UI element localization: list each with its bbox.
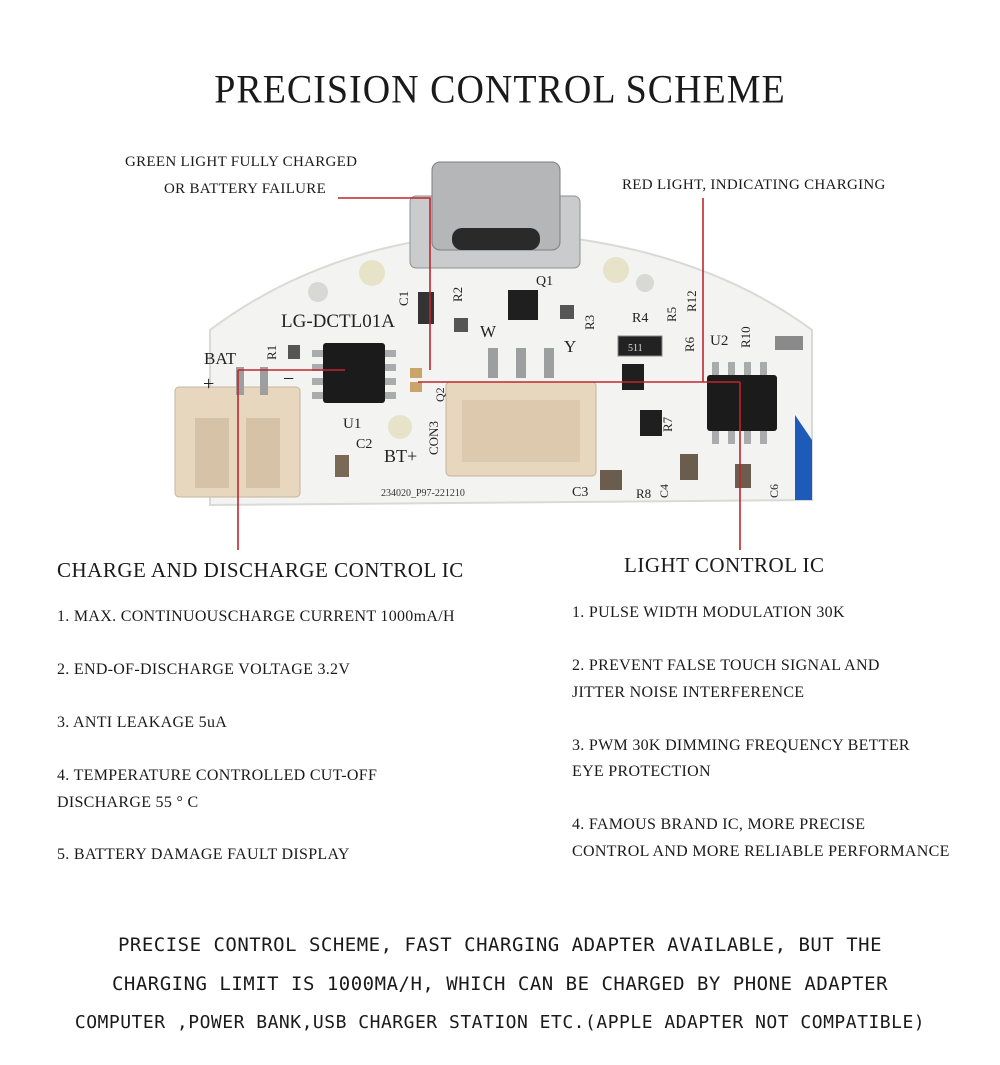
- u1-charge-ic-chip: [312, 343, 396, 403]
- led-indicator: [410, 382, 422, 392]
- r4-label: R4: [632, 311, 649, 326]
- c3-label: C3: [572, 485, 589, 500]
- smd-component: [735, 464, 751, 488]
- mount-hole-icon: [603, 257, 629, 283]
- u1-label: U1: [343, 416, 362, 432]
- board-serial-label: 234020_P97-221210: [381, 488, 465, 499]
- r2-label: R2: [450, 286, 465, 302]
- light-control-heading: LIGHT CONTROL IC: [624, 553, 825, 577]
- usb-c-port-icon: [410, 162, 580, 268]
- con3-label: CON3: [426, 421, 441, 455]
- r3-label: R3: [582, 314, 597, 330]
- mount-hole-icon: [388, 415, 412, 439]
- charge-control-heading: CHARGE AND DISCHARGE CONTROL IC: [57, 558, 464, 582]
- right-item-4: 4. FAMOUS BRAND IC, MORE PRECISE: [572, 816, 866, 833]
- smd-component: [335, 455, 349, 477]
- smd-component: [775, 336, 803, 350]
- smd-component: [418, 292, 434, 324]
- right-item-3: 3. PWM 30K DIMMING FREQUENCY BETTER: [572, 737, 910, 754]
- bat-plus-label: +: [203, 373, 215, 395]
- smd-component: [640, 410, 662, 436]
- q1-transistor: [508, 290, 538, 320]
- led-indicator: [410, 368, 422, 378]
- left-item-2: 2. END-OF-DISCHARGE VOLTAGE 3.2V: [57, 661, 351, 678]
- footer-line-1: PRECISE CONTROL SCHEME, FAST CHARGING ADAPTER AVAILABLE, BUT THE: [117, 934, 883, 956]
- left-item-4-cont: DISCHARGE 55 ° C: [57, 794, 199, 811]
- green-light-callout-line2: OR BATTERY FAILURE: [164, 181, 327, 197]
- smd-component: [560, 305, 574, 319]
- w-label: W: [480, 322, 497, 341]
- mount-hole-icon: [308, 282, 328, 302]
- r7-label: R7: [660, 416, 675, 432]
- right-item-2-cont: JITTER NOISE INTERFERENCE: [572, 684, 805, 701]
- r1-label: R1: [264, 344, 279, 360]
- u2-label: U2: [710, 333, 729, 349]
- c6-label: C6: [767, 483, 781, 498]
- smd-component: [454, 318, 468, 332]
- r6-label: R6: [682, 336, 697, 352]
- right-item-3-cont: EYE PROTECTION: [572, 763, 711, 780]
- c2-label: C2: [356, 437, 373, 452]
- q1-label: Q1: [536, 274, 554, 289]
- bat-minus-label: −: [283, 368, 295, 390]
- left-item-4: 4. TEMPERATURE CONTROLLED CUT-OFF: [57, 767, 378, 784]
- y-label: Y: [564, 337, 577, 356]
- green-light-callout-line1: GREEN LIGHT FULLY CHARGED: [125, 154, 358, 170]
- q2-label: Q2: [433, 387, 447, 402]
- mount-hole-icon: [359, 260, 385, 286]
- page-title: PRECISION CONTROL SCHEME: [214, 67, 786, 113]
- left-item-3: 3. ANTI LEAKAGE 5uA: [57, 714, 228, 731]
- right-item-1: 1. PULSE WIDTH MODULATION 30K: [572, 604, 845, 621]
- smd-component: [600, 470, 622, 490]
- right-item-2: 2. PREVENT FALSE TOUCH SIGNAL AND: [572, 657, 880, 674]
- bt-plus-label: BT+: [384, 446, 418, 466]
- right-item-4-cont: CONTROL AND MORE RELIABLE PERFORMANCE: [572, 843, 950, 860]
- bat-label: BAT: [204, 349, 237, 368]
- resistor-code-label: 511: [628, 343, 643, 354]
- smd-component: [680, 454, 698, 480]
- smd-component: [288, 345, 300, 359]
- c4-label: C4: [657, 483, 671, 498]
- r10-label: R10: [738, 326, 753, 348]
- board-model-label: LG-DCTL01A: [281, 311, 395, 332]
- mount-hole-icon: [636, 274, 654, 292]
- footer-line-3: COMPUTER ,POWER BANK,USB CHARGER STATION ETC.(APPLE ADAPTER NOT COMPATIBLE): [74, 1012, 926, 1033]
- red-light-callout: RED LIGHT, INDICATING CHARGING: [622, 177, 886, 193]
- r12-label: R12: [684, 290, 699, 312]
- smd-component: [622, 364, 644, 390]
- footer-line-2: CHARGING LIMIT IS 1000MA/H, WHICH CAN BE CHARGED BY PHONE ADAPTER: [111, 973, 889, 995]
- left-item-1: 1. MAX. CONTINUOUSCHARGE CURRENT 1000mA/H: [57, 608, 455, 625]
- left-item-5: 5. BATTERY DAMAGE FAULT DISPLAY: [57, 846, 350, 863]
- c1-label: C1: [396, 290, 411, 306]
- r5-label: R5: [664, 306, 679, 322]
- r8-label: R8: [636, 486, 652, 501]
